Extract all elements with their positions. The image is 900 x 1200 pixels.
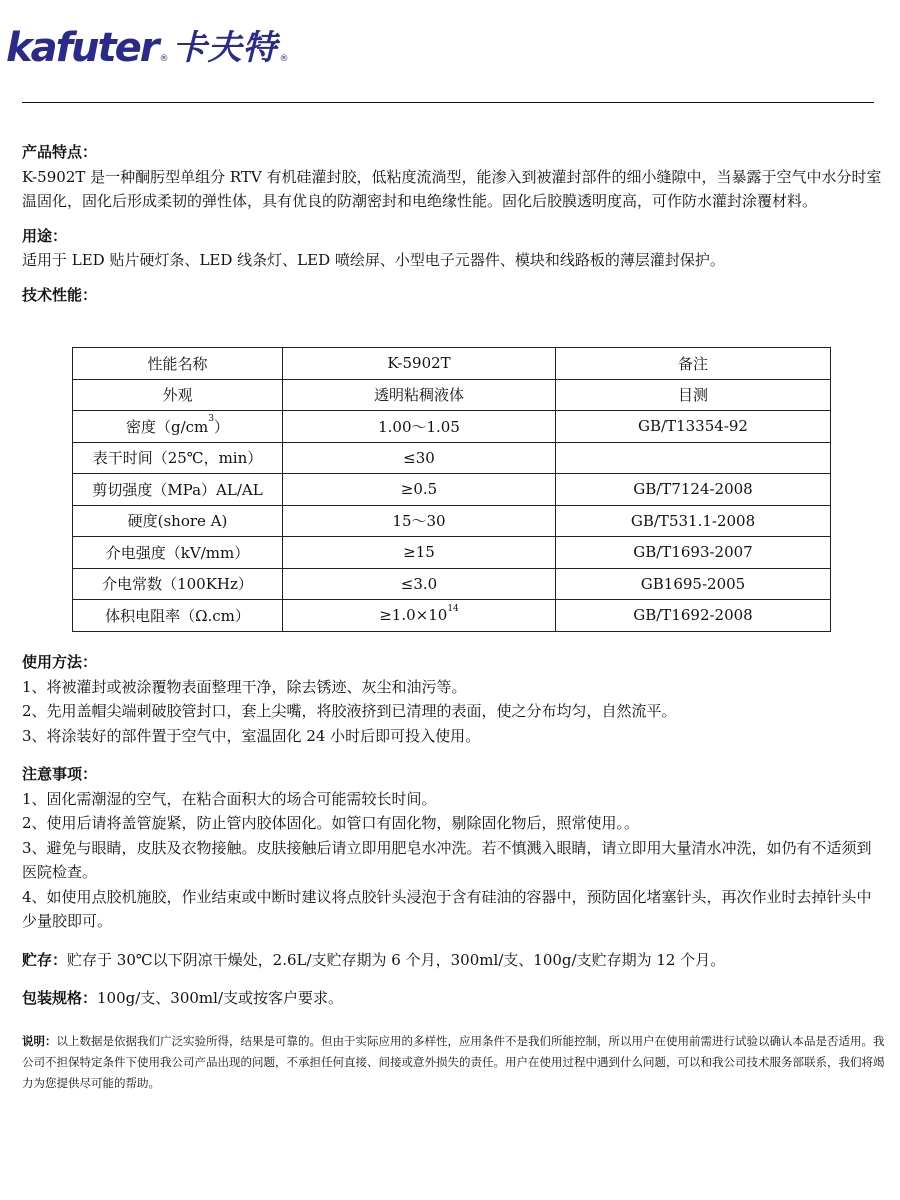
property-name: 表干时间（25℃，min） [73,442,283,474]
property-value: 15～30 [283,505,556,537]
method-item: 2、先用盖帽尖端刺破胶管封口，套上尖嘴，将胶液挤到已清理的表面，使之分布均匀，自然流平。 [22,702,677,720]
disclaimer-label: 说明： [22,1033,57,1048]
property-note [556,442,831,474]
disclaimer-body: 以上数据是依据我们广泛实验所得，结果是可靠的。但由于实际应用的多样性，应用条件不是我们所能控制，所以用户在使用前需进行试验以确认本品是否适用。我公司不担保特定条件下使用我公司产品出现的问题，不承担任何直接、间接或意外损失的责任。用户在使用过程中遇到什么问题，可以和我公司技术服务部联系，我们将竭力为您提供尽可能的帮助。 [22,1033,885,1090]
superscript: 14 [447,604,459,615]
packaging-body: 100g/支、300ml/支或按客户要求。 [97,989,344,1007]
table-row [73,568,831,600]
property-name: 介电常数（100KHz） [73,568,283,600]
table-header-cell: K-5902T [283,348,556,380]
property-name: 外观 [73,379,283,411]
disclaimer [22,1031,886,1094]
logo-registered-mark: ® [159,54,169,64]
usage-heading: 用途： [22,226,68,245]
property-name: 介电强度（kV/mm） [73,537,283,569]
property-name: 剪切强度（MPa）AL/AL [73,474,283,506]
property-value: ≥15 [283,537,556,569]
packaging-label: 包装规格： [22,989,98,1007]
table-row [73,600,831,632]
superscript: 3 [208,413,214,424]
storage-label: 贮存： [22,950,68,969]
property-name: 体积电阻率（Ω.cm） [73,600,283,632]
property-value: ≤30 [283,442,556,474]
property-value [283,600,556,632]
property-value: 透明粘稠液体 [283,379,556,411]
property-note: GB/T1692-2008 [556,600,831,632]
table-row [73,537,831,569]
tech-spec-table [72,347,831,632]
property-note: GB1695-2005 [556,568,831,600]
table-row [73,474,831,506]
property-value: ≤3.0 [283,568,556,600]
property-note: GB/T1693-2007 [556,537,831,569]
usage-body: 适用于 LED 贴片硬灯条、LED 线条灯、LED 喷绘屏、小型电子元器件、模块和线路板的薄层灌封保护。 [22,251,725,269]
table-row [73,379,831,411]
table-row [73,411,831,443]
table-row [73,505,831,537]
property-note: GB/T531.1-2008 [556,505,831,537]
storage-line [22,948,886,973]
property-name-tail: ） [214,417,230,436]
table-header-cell: 备注 [556,348,831,380]
table-header-row [73,348,831,380]
logo-english: kafuter [6,25,158,71]
table-row [73,442,831,474]
caution-item: 2、使用后请将盖管旋紧，防止管内胶体固化。如管口有固化物，剔除固化物后，照常使用。。 [22,814,640,832]
logo-chinese: 卡夫特 [172,28,278,68]
table-header-cell: 性能名称 [73,348,283,380]
header-divider [22,102,874,103]
method-item: 1、将被灌封或被涂覆物表面整理干净，除去锈迹、灰尘和油污等。 [22,677,467,696]
caution-item: 4、如使用点胶机施胶，作业结束或中断时建议将点胶针头浸泡于含有硅油的容器中，预防固化堵塞针头，再次作业时去掉针头中少量胶即可。 [22,887,872,930]
storage-body: 贮存于 30℃以下阴凉干燥处，2.6L/支贮存期为 6 个月，300ml/支、100g/支贮存期为 12 个月。 [67,950,726,969]
property-value: 1.00～1.05 [283,411,556,443]
method-item: 3、将涂装好的部件置于空气中，室温固化 24 小时后即可投入使用。 [22,726,481,745]
property-name: 硬度(shore A) [73,505,283,537]
caution-item: 3、避免与眼睛，皮肤及衣物接触。皮肤接触后请立即用肥皂水冲洗。若不慎溅入眼睛，请立即用大量清水冲洗，如仍有不适须到医院检查。 [22,838,872,881]
property-note: GB/T7124-2008 [556,474,831,506]
property-value-text: ≥1.0×10 [379,606,448,625]
features-body: K-5902T 是一种酮肟型单组分 RTV 有机硅灌封胶，低粘度流淌型，能渗入到被灌封部件的细小缝隙中，当暴露于空气中水分时室温固化，固化后形成柔韧的弹性体，具有优良的防潮密封和电绝缘性能。固化后胶膜透明度高，可作防水灌封涂覆材料。 [22,167,882,210]
caution-item: 1、固化需潮湿的空气，在粘合面积大的场合可能需较长时间。 [22,789,437,808]
property-note: GB/T13354-92 [556,411,831,443]
method-heading: 使用方法： [22,653,98,671]
property-value: ≥0.5 [283,474,556,506]
brand-logo [6,22,288,70]
logo-registered-mark-2: ® [279,54,289,64]
property-name-text: 密度（g/cm [125,417,209,436]
tech-heading: 技术性能： [22,285,98,304]
intro-section [22,140,886,307]
property-note: 目测 [556,379,831,411]
instructions-section [22,650,886,1094]
packaging-line [22,986,886,1011]
property-name [73,411,283,443]
features-heading: 产品特点： [22,143,98,161]
cautions-heading: 注意事项： [22,765,98,783]
